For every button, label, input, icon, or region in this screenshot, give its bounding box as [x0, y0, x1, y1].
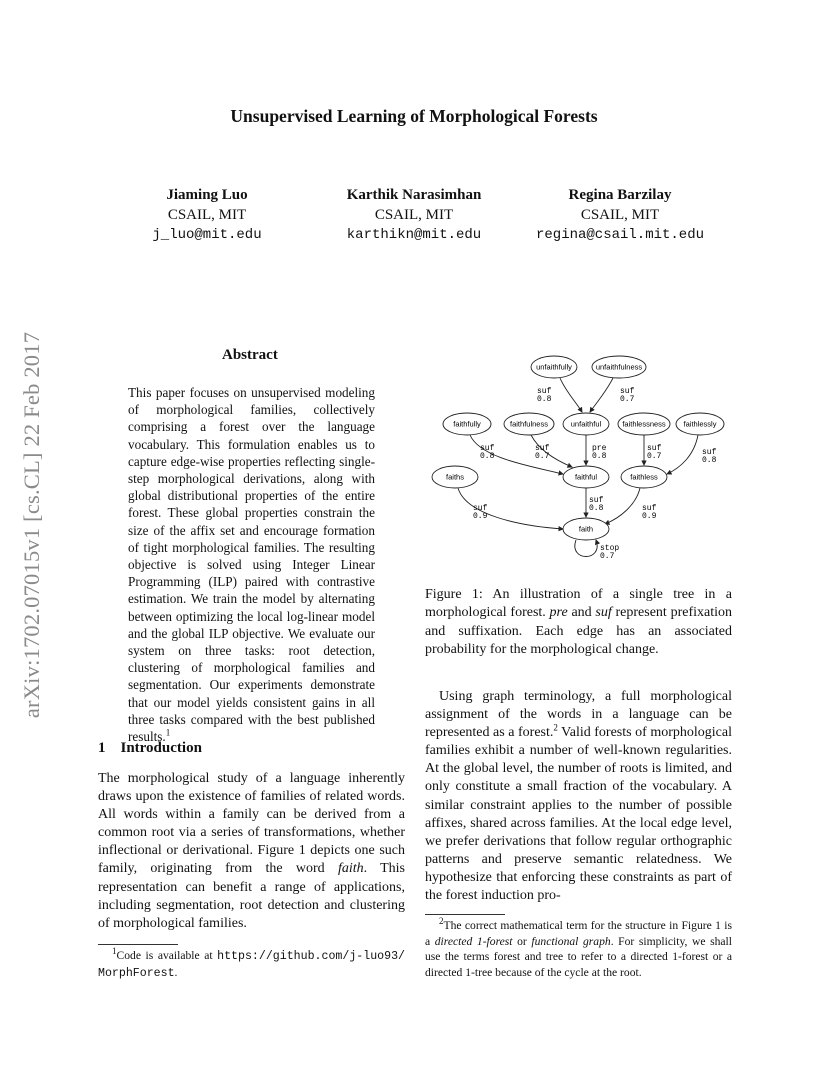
author-email: karthikn@mit.edu	[346, 227, 482, 243]
footnote-mark: 1	[112, 946, 117, 957]
tree-node	[621, 466, 667, 488]
footnote-text-mid: or	[512, 934, 532, 948]
edge-probability-label: 0.8	[480, 452, 495, 461]
arxiv-sidebar	[10, 290, 54, 760]
author-3	[500, 185, 740, 245]
edge-operation-label: suf	[480, 444, 495, 453]
body-paragraph	[425, 688, 732, 905]
footnote-emphasis: directed 1-forest	[434, 934, 513, 948]
introduction-body	[98, 770, 405, 933]
author-email: j_luo@mit.edu	[152, 227, 262, 243]
node-label: faithlessness	[622, 419, 666, 429]
caption-text: Figure 1: An illustration of a single tree in a morphological forest.	[425, 587, 732, 621]
author-2	[294, 185, 534, 245]
author-name: Jiaming Luo	[166, 187, 248, 203]
footnote-end: .	[174, 965, 178, 979]
node-label: faith	[578, 524, 594, 534]
edge-probability-label: 0.7	[535, 452, 550, 461]
repository-link[interactable]: https://github.com/j-luo93/MorphForest	[98, 950, 405, 980]
edge-probability-label: 0.8	[592, 452, 607, 461]
edge-operation-label: suf	[589, 496, 604, 505]
edge-operation-label: suf	[535, 444, 550, 453]
author-email: regina@csail.mit.edu	[535, 227, 705, 243]
tree-node	[504, 413, 554, 435]
tree-node	[563, 413, 609, 435]
edge-operation-label: suf	[537, 387, 552, 396]
node-label: faithfully	[453, 419, 481, 429]
footnote-mark: 2	[439, 916, 444, 927]
morphological-tree-figure	[425, 350, 735, 570]
edge-probability-label: 0.8	[537, 395, 552, 404]
abstract-text: This paper focuses on unsupervised modeling of morphological families, collectively comprising a forest over the language vocabulary. This formulation enables us to capture edge-wise properties reflecting single-step morphological derivations, along with global distributional properties of the entire forest. These global properties constrain the size of the affix set and encourage formation of tight morphological families. The resulting objective is solved using Integer Linear Programming (ILP) paired with contrastive estimation. We train the model by alternating between optimizing the local log-linear model and the global ILP objective. We evaluate our system on three tasks: root detection, clustering of morphological families and segmentation. Our experiments demonstrate that our model yields consistent gains in all three tasks compared with the best published results.	[128, 385, 375, 745]
author-1	[87, 185, 327, 245]
edge-probability-label: 0.9	[642, 512, 657, 521]
author-affiliation: CSAIL, MIT	[167, 207, 247, 223]
edge-unfaithfully-unfaithful	[560, 378, 582, 412]
tree-node	[618, 413, 670, 435]
caption-text-rest: represent prefixation and suffixation. Each edge has an associated probability for the morphological change.	[425, 605, 732, 657]
caption-emphasis: pre	[549, 605, 568, 621]
footnote-1	[98, 948, 405, 981]
tree-node	[432, 466, 478, 488]
node-label: faithfulness	[510, 419, 548, 429]
edge-faithlessly-faithless	[667, 435, 698, 474]
intro-emphasis: faith	[337, 861, 364, 877]
edge-probability-label: 0.9	[473, 512, 488, 521]
section-number: 1	[98, 740, 106, 756]
node-label: faithless	[630, 472, 658, 482]
tree-node	[563, 518, 609, 540]
intro-text-cont: . This representation can benefit a range of applications, including segmentation, root detection and clustering of morphological families.	[98, 861, 405, 931]
paragraph-text-cont: Valid forests of morphological families exhibit a number of well-known regularities. At the global level, the number of roots is limited, and only constitute a small fraction of the vocabulary. A similar constraint applies to the number of possible affixes, shared across families. At the local edge level, we prefer derivations that follow regular orthographic patterns and preserve semantic relatedness. We hypothesize that enforcing these constraints as part of the forest induction pro-	[425, 725, 732, 904]
edge-probability-label: 0.7	[620, 395, 635, 404]
edge-operation-label: suf	[642, 504, 657, 513]
edge-operation-label: suf	[473, 504, 488, 513]
footnote-text-rest: . For simplicity, we shall use the terms forest and tree to refer to a directed 1-forest or a directed 1-tree because of the cycle at the root.	[425, 934, 732, 979]
tree-node	[531, 356, 577, 378]
node-label: faithful	[574, 472, 598, 482]
edge-faith-stop-loop	[575, 540, 597, 557]
intro-text: The morphological study of a language inherently draws upon the existence of families of related words. All words within a family can be derived from a common root via a series of transformations, whether inflectional or derivational. Figure 1 depicts one such family, originating from the word	[98, 771, 405, 877]
node-label: faiths	[446, 472, 464, 482]
edge-probability-label: 0.8	[589, 504, 604, 513]
caption-emphasis-2: suf	[595, 605, 612, 621]
edge-operation-label: suf	[620, 387, 635, 396]
edge-unfaithfulness-unfaithful	[590, 378, 613, 412]
section-title: Introduction	[120, 740, 202, 756]
edge-probability-label: 0.7	[600, 552, 615, 561]
edge-faithless-faith	[605, 488, 640, 524]
edge-probability-label: 0.7	[647, 452, 662, 461]
node-label: unfaithfully	[536, 362, 572, 372]
footnote-rule	[98, 944, 178, 945]
node-label: unfaithful	[570, 419, 602, 429]
edge-operation-label: suf	[702, 448, 717, 457]
author-name: Regina Barzilay	[568, 187, 672, 203]
edge-operation-label: pre	[592, 444, 607, 453]
author-name: Karthik Narasimhan	[346, 187, 482, 203]
footnote-emphasis-2: functional graph	[531, 934, 611, 948]
tree-node	[676, 413, 724, 435]
edge-probability-label: 0.8	[702, 456, 717, 465]
author-affiliation: CSAIL, MIT	[580, 207, 660, 223]
edge-operation-label: stop	[600, 544, 620, 553]
figure-caption	[425, 586, 732, 659]
section-heading	[98, 740, 202, 757]
abstract-body	[128, 384, 375, 745]
author-affiliation: CSAIL, MIT	[374, 207, 454, 223]
tree-node	[443, 413, 491, 435]
paragraph-text: Using graph terminology, a full morphological assignment of the words in a language can be represented as a forest.	[425, 689, 732, 741]
paper-title: Unsupervised Learning of Morphological Forests	[230, 106, 598, 126]
footnote-mark: 2	[553, 722, 558, 733]
node-label: unfaithfulness	[595, 362, 643, 372]
footnote-text: The correct mathematical term for the structure in Figure 1 is a	[425, 919, 732, 948]
edge-operation-label: suf	[647, 444, 662, 453]
footnote-2	[425, 918, 732, 980]
caption-text-mid: and	[567, 605, 596, 621]
tree-node	[592, 356, 646, 378]
footnote-mark: 1	[165, 727, 171, 738]
abstract-heading: Abstract	[222, 347, 278, 363]
node-label: faithlessly	[683, 419, 717, 429]
footnote-text: Code is available at	[116, 949, 218, 962]
tree-node	[563, 466, 609, 488]
footnote-rule-2	[425, 914, 505, 915]
arxiv-id-text: arXiv:1702.07015v1 [cs.CL] 22 Feb 2017	[19, 331, 44, 719]
